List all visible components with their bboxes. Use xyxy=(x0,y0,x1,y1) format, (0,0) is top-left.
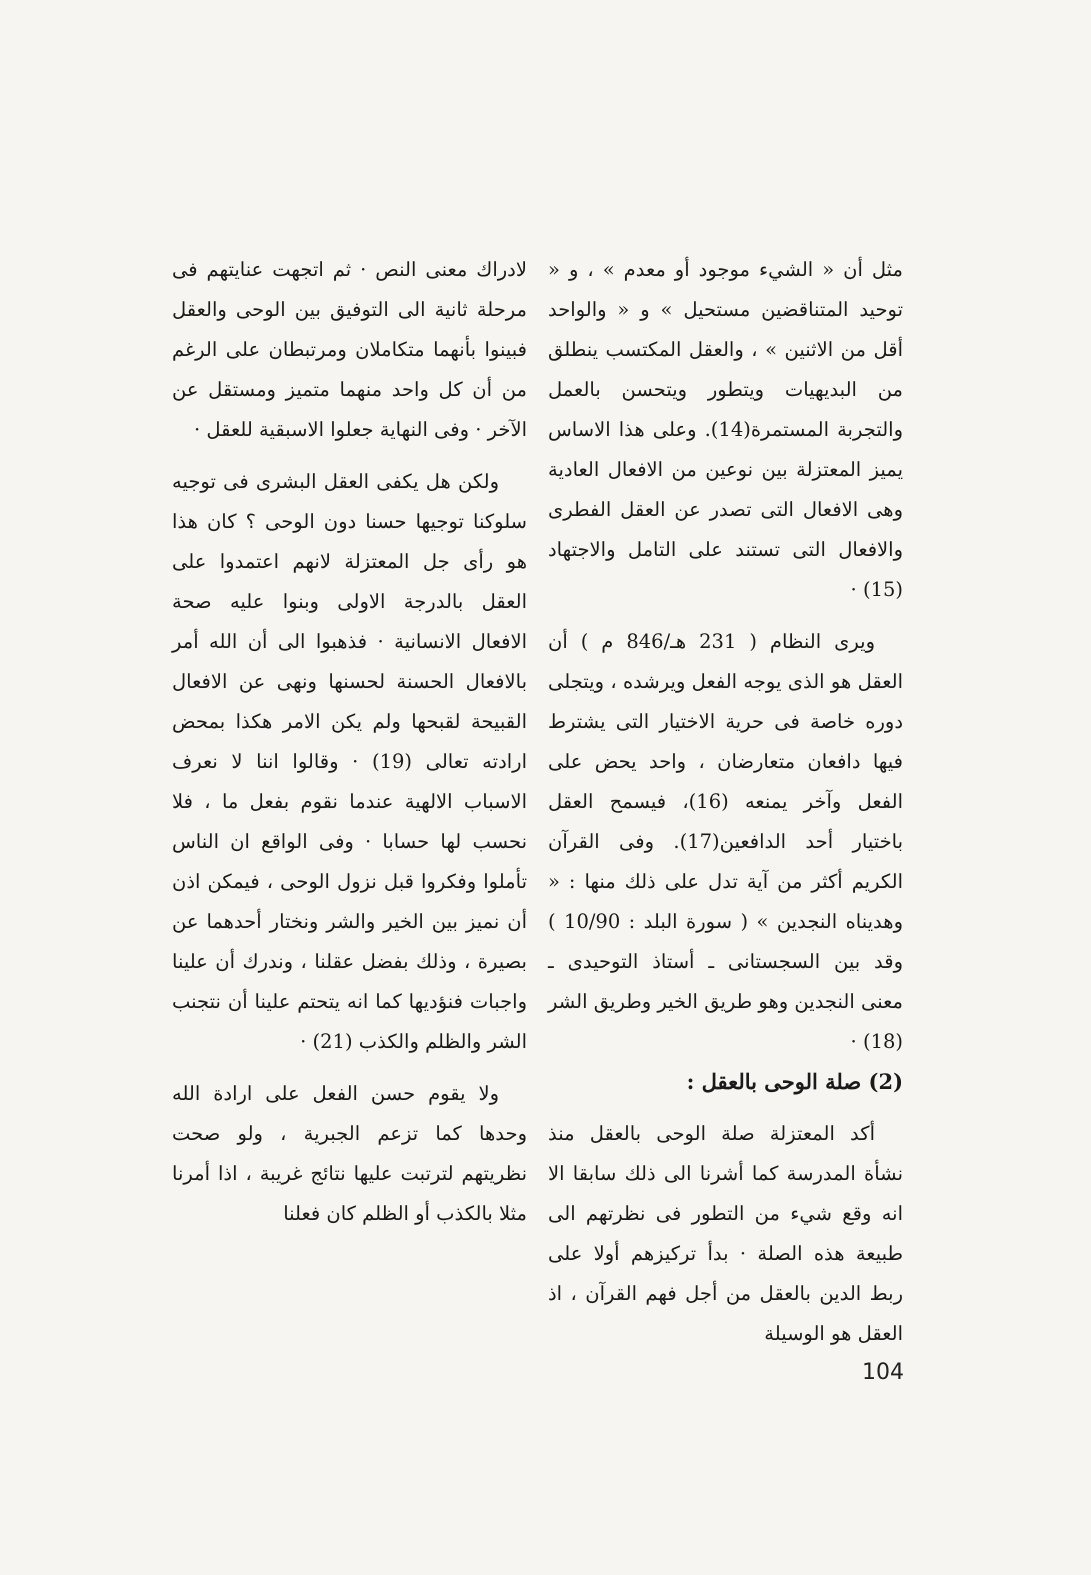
paragraph-text-meaning: لادراك معنى النص · ثم اتجهت عنايتهم فى مرحلة ثانية الى التوفيق بين الوحى والعقل فبينوا بأنهما متكاملان ومرتبطان على الرغم من أن كل واحد منهما متميز ومستقل عن الآخر · وفى النهاية جعلوا الاسبقية للعقل · xyxy=(172,258,527,441)
page-number: 104 xyxy=(862,1360,904,1385)
paragraph-human-reason: ولكن هل يكفى العقل البشرى فى توجيه سلوكنا توجيها حسنا دون الوحى ؟ كان هذا هو رأى جل المعتزلة لانهم اعتمدوا على العقل بالدرجة الاولى وبنوا عليه صحة الافعال الانسانية · فذهبوا الى أن الله أمر بالافعال الحسنة لحسنها ونهى عن الافعال القبيحة لقبحها ولم يكن الامر هكذا بمحض ارادته تعالى (19) · وقالوا اننا لا نعرف الاسباب الالهية عندما نقوم بفعل ما ، فلا نحسب لها حسابا · وفى الواقع ان الناس تأملوا وفكروا قبل نزول الوحى ، فيمكن اذن أن نميز بين الخير والشر ونختار أحدهما عن بصيرة ، وذلك بفضل عقلنا ، وندرك أن علينا واجبات فنؤديها كما انه يتحتم علينا أن نتجنب الشر والظلم والكذب (21) · xyxy=(172,470,528,1053)
paragraph-nazzam-view: ويرى النظام ( 231 هـ/846 م ) أن العقل هو الذى يوجه الفعل ويرشده ، ويتجلى دوره خاصة فى حرية الاختيار التى يشترط فيها دافعان متعارضان ، واحد يحض على الفعل وآخر يمنعه (16)، فيسمح العقل باختيار أحد الدافعين(17). وفى القرآن الكريم أكثر من آية تدل على ذلك منها : « وهديناه النجدين » ( سورة البلد : 10/90 ) وقد بين السجستانى ـ أستاذ التوحيدى ـ معنى النجدين وهو طريق الخير وطريق الشر (18) · xyxy=(548,630,904,1053)
paragraph-levels-of-reason: مثل أن « الشيء موجود أو معدم » ، و « توحيد المتناقضين مستحيل » و « والواحد أقل من الاثنين » ، والعقل المكتسب ينطلق من البديهيات ويتطور ويتحسن بالعمل والتجربة المستمرة(14). وعلى هذا الاساس يميز المعتزلة بين نوعين من الافعال العادية وهى الافعال التى تصدر عن العقل الفطرى والافعال التى تستند على التامل والاجتهاد (15) · xyxy=(548,258,903,601)
paragraph-mutazila-link: أكد المعتزلة صلة الوحى بالعقل منذ نشأة المدرسة كما أشرنا الى ذلك سابقا الا انه وقع شيء من التطور فى نظرتهم الى طبيعة هذه الصلة · بدأ تركيزهم أولا على ربط الدين بالعقل من أجل فهم القرآن ، اذ العقل هو الوسيلة xyxy=(548,1122,903,1345)
left-text-column xyxy=(172,250,527,1234)
paragraph-divine-will: ولا يقوم حسن الفعل على ارادة الله وحدها كما تزعم الجبرية ، ولو صحت نظريتهم لترتبت عليها نتائج غريبة ، اذا أمرنا مثلا بالكذب أو الظلم كان فعلنا xyxy=(172,1082,527,1225)
section-heading-revelation-reason: (2) صلة الوحى بالعقل : xyxy=(686,1069,903,1094)
right-text-column xyxy=(548,250,903,1354)
